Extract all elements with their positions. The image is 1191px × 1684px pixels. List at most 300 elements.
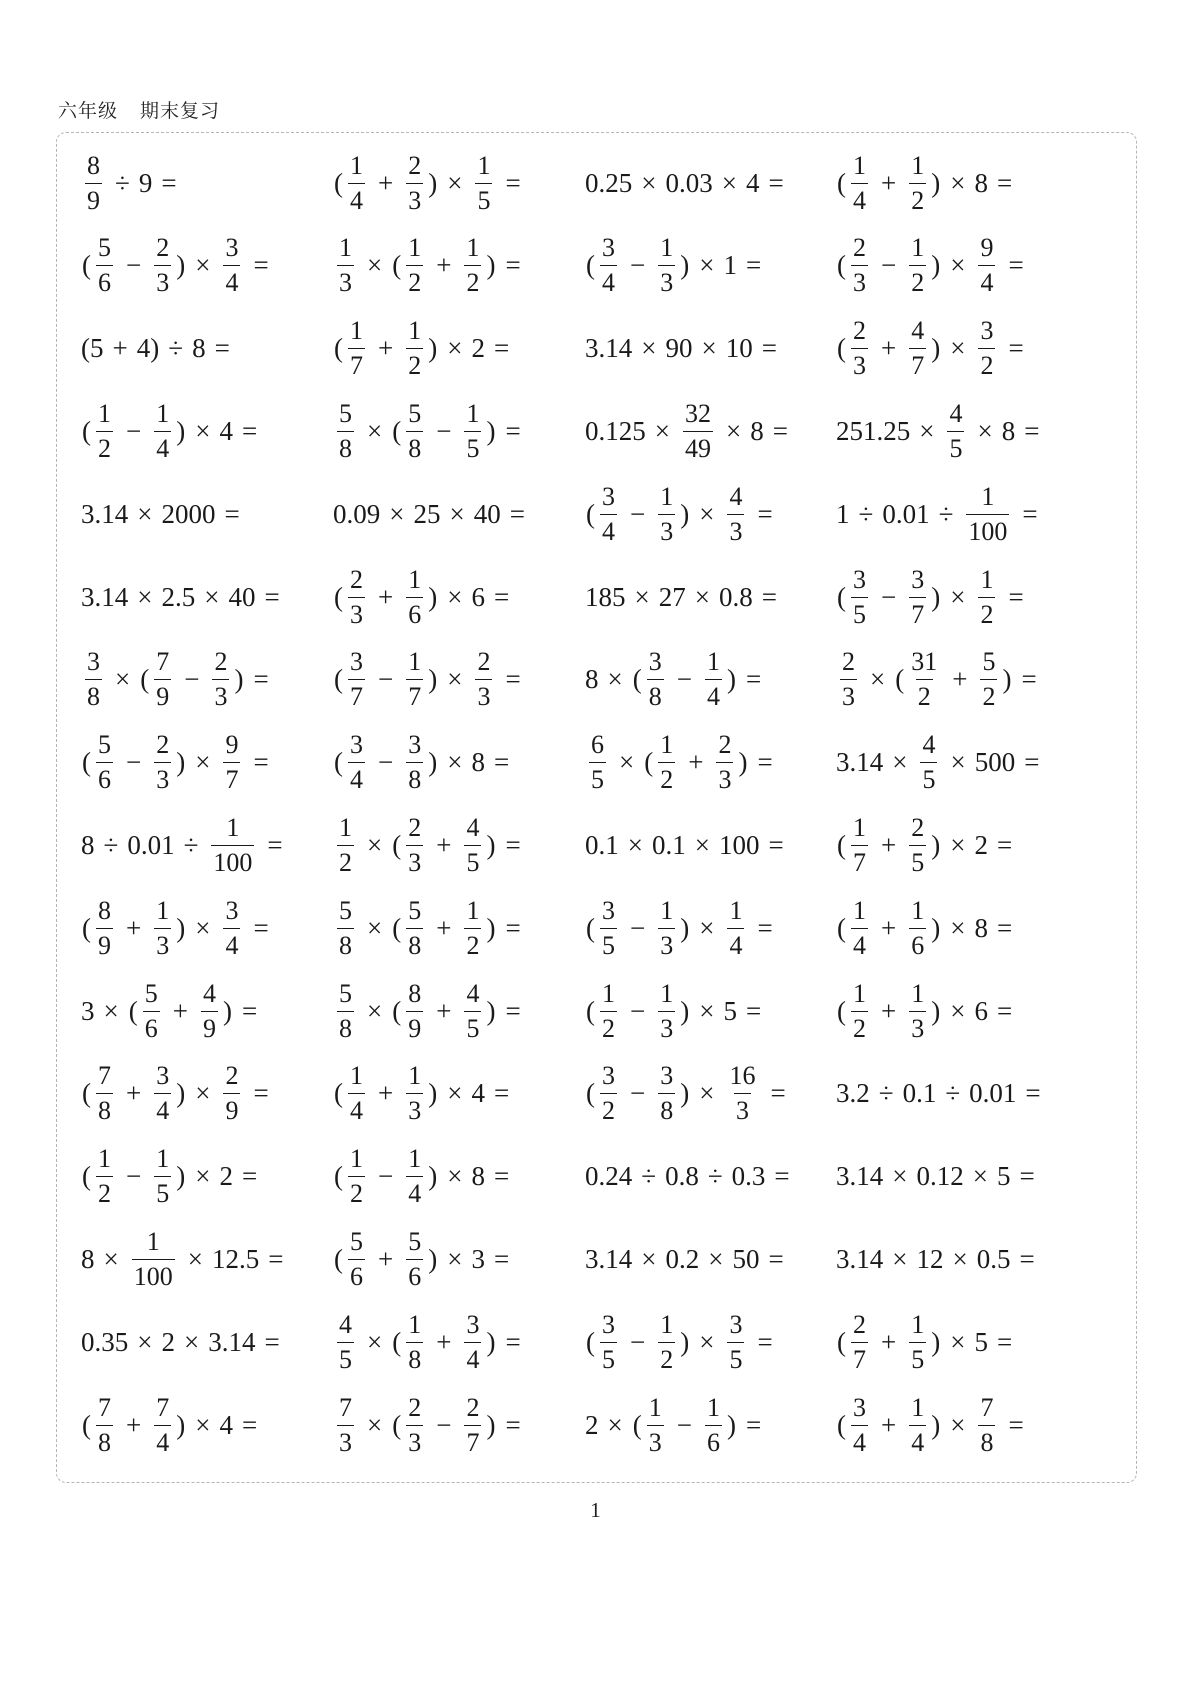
number: 9 xyxy=(138,167,153,198)
problem-expression xyxy=(585,971,770,1051)
problem-row xyxy=(57,557,1136,637)
operator: × xyxy=(204,581,220,612)
fraction xyxy=(909,978,926,1043)
fraction xyxy=(464,1309,481,1374)
fraction xyxy=(348,649,365,710)
operator: − xyxy=(378,664,394,695)
operator: = xyxy=(241,1161,258,1192)
number: 3.14 xyxy=(836,1243,884,1274)
fraction xyxy=(406,1226,423,1291)
operator: = xyxy=(757,1326,773,1357)
denominator: 8 xyxy=(647,679,664,710)
denominator: 6 xyxy=(909,928,926,959)
denominator: 4 xyxy=(154,1093,171,1124)
denominator: 2 xyxy=(600,1011,617,1042)
denominator: 4 xyxy=(348,762,365,793)
number: 2 xyxy=(471,333,485,364)
number: 0.1 xyxy=(585,829,619,860)
parenthesis: ( xyxy=(334,1161,343,1192)
numerator: 3 xyxy=(853,1392,866,1422)
denominator: 7 xyxy=(348,348,365,379)
problem-expression xyxy=(585,557,786,637)
parenthesis: ) xyxy=(428,664,438,695)
operator: − xyxy=(126,1161,142,1192)
numerator: 3 xyxy=(660,1061,674,1091)
numerator: 4 xyxy=(466,812,480,842)
number: 8 xyxy=(81,1243,95,1274)
fraction xyxy=(406,1392,423,1457)
number: 5 xyxy=(974,1326,988,1357)
numerator: 4 xyxy=(922,730,936,760)
fraction xyxy=(223,732,240,793)
parenthesis: ) xyxy=(680,995,690,1026)
problem-expression xyxy=(836,309,1033,389)
number: 1 xyxy=(723,250,737,281)
numerator: 1 xyxy=(408,1061,422,1091)
denominator: 2 xyxy=(406,348,423,379)
denominator: 5 xyxy=(947,431,964,462)
denominator: 4 xyxy=(600,514,617,545)
operator: = xyxy=(241,995,258,1026)
operator: + xyxy=(881,912,897,943)
fraction xyxy=(132,1226,175,1291)
number: 8 xyxy=(81,829,95,860)
fraction xyxy=(727,895,744,960)
fraction xyxy=(348,564,365,629)
problem-expression xyxy=(836,971,1021,1051)
operator: × xyxy=(950,1326,966,1357)
numerator: 5 xyxy=(144,978,158,1008)
numerator: 1 xyxy=(98,398,111,428)
operator: × xyxy=(195,1078,211,1109)
problem-expression xyxy=(333,723,518,803)
parenthesis: ) xyxy=(680,1326,690,1357)
numerator: 1 xyxy=(156,1144,170,1174)
problem-expression xyxy=(81,226,278,306)
operator: ÷ xyxy=(707,1161,723,1192)
numerator: 1 xyxy=(729,895,743,925)
parenthesis: ( xyxy=(334,1078,343,1109)
fraction xyxy=(600,235,617,296)
operator: × xyxy=(950,167,966,198)
problem-expression xyxy=(333,888,530,968)
numerator: 1 xyxy=(660,978,674,1008)
parenthesis: ( xyxy=(586,1326,595,1357)
problem-row xyxy=(57,1385,1136,1465)
fraction xyxy=(406,235,423,296)
parenthesis: ) xyxy=(486,1409,496,1440)
operator: = xyxy=(1019,1161,1035,1192)
parenthesis: ( xyxy=(586,250,595,281)
parenthesis: ) xyxy=(234,664,244,695)
parenthesis: ) xyxy=(428,581,438,612)
fraction xyxy=(851,318,868,379)
fraction xyxy=(851,1309,868,1374)
operator: + xyxy=(126,1078,142,1109)
number: 0.09 xyxy=(333,498,381,529)
operator: × xyxy=(870,664,886,695)
problem-row xyxy=(57,143,1136,223)
denominator: 6 xyxy=(143,1011,160,1042)
numerator: 2 xyxy=(853,1309,866,1339)
parenthesis: ) xyxy=(176,1409,186,1440)
problem-expression xyxy=(585,474,782,554)
problem-expression xyxy=(333,1302,530,1382)
denominator: 3 xyxy=(658,265,675,296)
operator: × xyxy=(641,1243,657,1274)
operator: × xyxy=(619,747,635,778)
operator: + xyxy=(436,912,452,943)
operator: × xyxy=(137,498,153,529)
operator: − xyxy=(676,664,692,695)
operator: × xyxy=(950,250,966,281)
number: 2 xyxy=(974,829,988,860)
fraction xyxy=(154,895,171,960)
denominator: 8 xyxy=(406,431,423,462)
operator: − xyxy=(630,1326,646,1357)
fraction xyxy=(464,978,481,1043)
number: 0.24 xyxy=(585,1161,633,1192)
parenthesis: ( xyxy=(82,250,91,281)
numerator: 1 xyxy=(911,1309,925,1339)
operator: = xyxy=(770,1078,786,1109)
operator: × xyxy=(641,333,657,364)
number: 5 xyxy=(996,1161,1011,1192)
number: 4) xyxy=(136,333,160,364)
numerator: 32 xyxy=(684,398,711,428)
fraction xyxy=(978,318,995,379)
operator: + xyxy=(436,1326,452,1357)
numerator: 2 xyxy=(214,647,228,677)
problem-row xyxy=(57,1219,1136,1299)
problem-expression xyxy=(81,805,292,885)
operator: − xyxy=(126,415,142,446)
operator: ÷ xyxy=(183,829,199,860)
operator: × xyxy=(447,1078,463,1109)
operator: × xyxy=(607,664,623,695)
denominator: 2 xyxy=(980,679,997,710)
number: 3.2 xyxy=(836,1078,870,1109)
fraction xyxy=(406,649,423,710)
fraction xyxy=(851,564,868,629)
operator: × xyxy=(195,1161,211,1192)
fraction xyxy=(406,564,423,629)
numerator: 1 xyxy=(981,481,995,511)
fraction xyxy=(337,978,354,1043)
parenthesis: ( xyxy=(586,912,595,943)
problem-expression xyxy=(333,640,530,720)
numerator: 3 xyxy=(911,564,925,594)
number: 8 xyxy=(471,747,485,778)
denominator: 8 xyxy=(337,928,354,959)
operator: − xyxy=(881,250,897,281)
denominator: 2 xyxy=(337,845,354,876)
denominator: 5 xyxy=(851,597,868,628)
operator: ÷ xyxy=(641,1161,657,1192)
denominator: 2 xyxy=(909,183,926,214)
operator: = xyxy=(267,829,283,860)
problems-frame xyxy=(56,132,1137,1483)
numerator: 3 xyxy=(602,895,615,925)
operator: × xyxy=(950,995,966,1026)
numerator: 1 xyxy=(911,978,925,1008)
parenthesis: ( xyxy=(837,167,846,198)
number: 0.3 xyxy=(731,1161,766,1192)
numerator: 4 xyxy=(911,316,925,346)
parenthesis: ( xyxy=(837,829,846,860)
numerator: 5 xyxy=(982,647,996,677)
problem-expression xyxy=(836,557,1033,637)
problem-expression xyxy=(836,143,1021,223)
operator: + xyxy=(378,1243,394,1274)
denominator: 3 xyxy=(406,845,423,876)
problem-expression xyxy=(585,1137,799,1217)
numerator: 1 xyxy=(853,978,866,1008)
numerator: 2 xyxy=(408,150,422,180)
numerator: 4 xyxy=(339,1309,352,1339)
operator: = xyxy=(745,1409,762,1440)
number: 5 xyxy=(723,995,737,1026)
fraction xyxy=(647,1392,664,1457)
problem-expression xyxy=(81,143,186,223)
number: 90 xyxy=(665,333,693,364)
operator: × xyxy=(950,581,966,612)
problem-expression xyxy=(836,1385,1033,1465)
denominator: 5 xyxy=(920,762,937,793)
number: 2 xyxy=(161,1326,175,1357)
operator: × xyxy=(115,664,131,695)
denominator: 3 xyxy=(348,597,365,628)
page-number: 1 xyxy=(590,1498,601,1522)
number: 500 xyxy=(974,747,1016,778)
problem-expression xyxy=(836,226,1033,306)
numerator: 9 xyxy=(980,233,994,263)
fraction xyxy=(337,235,354,296)
fraction xyxy=(406,732,423,793)
operator: = xyxy=(1025,1078,1041,1109)
number: 12.5 xyxy=(211,1243,260,1274)
denominator: 4 xyxy=(705,679,722,710)
denominator: 3 xyxy=(840,679,857,710)
numerator: 1 xyxy=(706,647,720,677)
operator: × xyxy=(627,829,643,860)
numerator: 4 xyxy=(202,978,216,1008)
numerator: 3 xyxy=(853,564,866,594)
denominator: 7 xyxy=(909,348,926,379)
operator: + xyxy=(881,333,897,364)
fraction xyxy=(909,235,926,296)
denominator: 4 xyxy=(348,1093,365,1124)
problem-expression xyxy=(333,1385,530,1465)
parenthesis: ) xyxy=(176,1078,186,1109)
fraction xyxy=(909,150,926,215)
parenthesis: ) xyxy=(726,664,736,695)
operator: = xyxy=(1008,1409,1024,1440)
fraction xyxy=(600,481,617,546)
denominator: 2 xyxy=(978,348,995,379)
number: (5 xyxy=(81,333,104,364)
denominator: 4 xyxy=(851,928,868,959)
numerator: 1 xyxy=(156,398,170,428)
denominator: 2 xyxy=(916,679,933,710)
numerator: 4 xyxy=(466,978,480,1008)
operator: = xyxy=(505,1409,521,1440)
problem-expression xyxy=(333,309,518,389)
numerator: 1 xyxy=(350,1061,363,1091)
fraction xyxy=(600,895,617,960)
operator: = xyxy=(505,250,521,281)
problem-expression xyxy=(585,805,793,885)
parenthesis: ) xyxy=(176,250,186,281)
parenthesis: ) xyxy=(176,912,186,943)
operator: × xyxy=(654,415,670,446)
operator: − xyxy=(378,747,394,778)
denominator: 2 xyxy=(909,265,926,296)
operator: × xyxy=(195,415,211,446)
denominator: 2 xyxy=(464,265,481,296)
fraction xyxy=(658,895,675,960)
operator: × xyxy=(977,415,993,446)
number: 0.125 xyxy=(585,415,646,446)
denominator: 8 xyxy=(337,1011,354,1042)
operator: × xyxy=(892,1243,908,1274)
fraction xyxy=(348,1146,365,1207)
fraction xyxy=(348,1226,365,1291)
operator: × xyxy=(892,1161,908,1192)
number: 8 xyxy=(192,333,206,364)
problem-row xyxy=(57,1137,1136,1217)
operator: + xyxy=(436,250,452,281)
numerator: 1 xyxy=(911,1392,925,1422)
numerator: 5 xyxy=(350,1226,363,1256)
problem-expression xyxy=(836,391,1048,471)
operator: = xyxy=(761,333,777,364)
fraction xyxy=(96,732,113,793)
parenthesis: ) xyxy=(428,747,438,778)
numerator: 1 xyxy=(226,812,240,842)
numerator: 3 xyxy=(980,316,994,346)
operator: × xyxy=(641,167,657,198)
operator: × xyxy=(725,415,742,446)
operator: = xyxy=(253,250,269,281)
parenthesis: ) xyxy=(428,1078,438,1109)
problem-expression xyxy=(333,391,530,471)
number: 4 xyxy=(471,1078,485,1109)
parenthesis: ( xyxy=(586,995,595,1026)
numerator: 1 xyxy=(853,812,866,842)
number: 8 xyxy=(974,912,988,943)
problem-row xyxy=(57,391,1136,471)
denominator: 6 xyxy=(406,597,423,628)
numerator: 4 xyxy=(949,398,963,428)
denominator: 4 xyxy=(154,431,171,462)
denominator: 5 xyxy=(909,1342,926,1373)
number: 3 xyxy=(471,1243,485,1274)
operator: × xyxy=(708,1243,724,1274)
fraction xyxy=(464,235,481,296)
operator: × xyxy=(634,581,650,612)
numerator: 2 xyxy=(466,1392,480,1422)
fraction xyxy=(909,895,926,960)
fraction xyxy=(909,564,926,629)
problem-row xyxy=(57,1054,1136,1134)
parenthesis: ) xyxy=(931,1409,941,1440)
operator: + xyxy=(881,1326,897,1357)
denominator: 5 xyxy=(727,1342,744,1373)
operator: = xyxy=(768,829,784,860)
parenthesis: ) xyxy=(680,498,690,529)
fraction xyxy=(658,1309,675,1374)
operator: × xyxy=(892,747,908,778)
numerator: 3 xyxy=(350,647,363,677)
numerator: 16 xyxy=(729,1061,756,1091)
fraction xyxy=(840,649,857,710)
operator: × xyxy=(447,581,463,612)
parenthesis: ( xyxy=(392,1326,402,1357)
operator: = xyxy=(253,912,269,943)
operator: + xyxy=(436,829,452,860)
numerator: 9 xyxy=(225,730,239,760)
denominator: 5 xyxy=(337,1342,354,1373)
operator: × xyxy=(367,1326,383,1357)
operator: × xyxy=(447,1161,463,1192)
parenthesis: ) xyxy=(486,415,496,446)
denominator: 4 xyxy=(978,265,995,296)
numerator: 2 xyxy=(408,812,422,842)
operator: = xyxy=(264,581,280,612)
number: 1 xyxy=(836,498,850,529)
parenthesis: ( xyxy=(82,1161,91,1192)
operator: = xyxy=(493,581,510,612)
operator: = xyxy=(509,498,525,529)
fraction xyxy=(406,398,423,463)
numerator: 1 xyxy=(980,564,994,594)
denominator: 3 xyxy=(154,928,171,959)
parenthesis: ) xyxy=(931,995,941,1026)
denominator: 100 xyxy=(966,514,1009,545)
parenthesis: ) xyxy=(738,747,748,778)
fraction xyxy=(658,732,675,793)
operator: × xyxy=(950,1409,966,1440)
numerator: 1 xyxy=(660,233,674,263)
operator: + xyxy=(881,167,897,198)
number: 27 xyxy=(658,581,686,612)
problem-row xyxy=(57,971,1136,1051)
operator: − xyxy=(881,581,897,612)
fraction xyxy=(909,649,939,710)
operator: × xyxy=(699,995,715,1026)
parenthesis: ) xyxy=(428,167,438,198)
operator: × xyxy=(183,1326,200,1357)
number: 6 xyxy=(974,995,988,1026)
fraction xyxy=(947,398,964,463)
numerator: 7 xyxy=(98,1061,111,1091)
problem-expression xyxy=(836,1302,1021,1382)
parenthesis: ( xyxy=(334,333,343,364)
problem-expression xyxy=(585,1302,782,1382)
number: 12 xyxy=(916,1243,944,1274)
parenthesis: ( xyxy=(82,1409,91,1440)
number: 6 xyxy=(471,581,485,612)
parenthesis: ) xyxy=(931,581,941,612)
fraction xyxy=(966,481,1009,546)
numerator: 2 xyxy=(350,564,363,594)
denominator: 4 xyxy=(727,928,744,959)
parenthesis: ( xyxy=(128,995,138,1026)
operator: × xyxy=(699,912,715,943)
operator: = xyxy=(1008,581,1024,612)
operator: = xyxy=(757,747,773,778)
